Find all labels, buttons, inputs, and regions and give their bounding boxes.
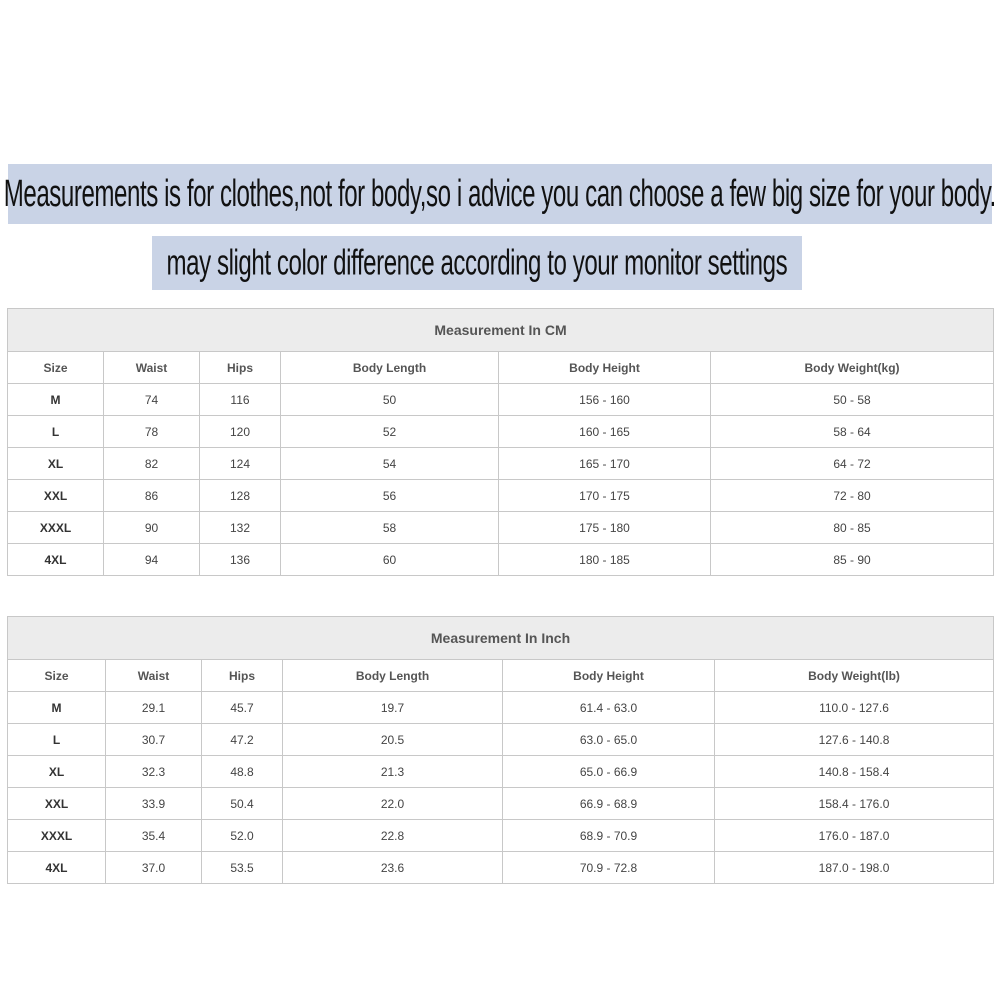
body-height-cell: 66.9 - 68.9 (503, 788, 715, 820)
hips-cell: 116 (200, 384, 281, 416)
body-weight-cell: 176.0 - 187.0 (715, 820, 994, 852)
waist-cell: 30.7 (106, 724, 202, 756)
body-height-cell: 70.9 - 72.8 (503, 852, 715, 884)
body-height-cell: 65.0 - 66.9 (503, 756, 715, 788)
body-height-cell: 61.4 - 63.0 (503, 692, 715, 724)
body-weight-cell: 64 - 72 (711, 448, 994, 480)
hips-cell: 124 (200, 448, 281, 480)
size-table-inch (7, 616, 994, 884)
table-row (8, 544, 994, 576)
body-height-cell: 160 - 165 (499, 416, 711, 448)
column-header-body-weight: Body Weight(lb) (715, 660, 994, 692)
waist-cell: 37.0 (106, 852, 202, 884)
size-cell: 4XL (8, 544, 104, 576)
color-difference-note (152, 236, 802, 290)
body-height-cell: 180 - 185 (499, 544, 711, 576)
size-cell: XL (8, 756, 106, 788)
hips-cell: 47.2 (202, 724, 283, 756)
table-title-row (8, 617, 994, 660)
table-row (8, 480, 994, 512)
body-height-cell: 175 - 180 (499, 512, 711, 544)
table-row (8, 416, 994, 448)
waist-cell: 29.1 (106, 692, 202, 724)
body-length-cell: 60 (281, 544, 499, 576)
size-cell: L (8, 724, 106, 756)
body-length-cell: 50 (281, 384, 499, 416)
table-row (8, 448, 994, 480)
hips-cell: 45.7 (202, 692, 283, 724)
body-weight-cell: 72 - 80 (711, 480, 994, 512)
hips-cell: 50.4 (202, 788, 283, 820)
size-cell: XXL (8, 788, 106, 820)
table-row (8, 820, 994, 852)
body-length-cell: 56 (281, 480, 499, 512)
waist-cell: 33.9 (106, 788, 202, 820)
size-cell: M (8, 692, 106, 724)
body-length-cell: 52 (281, 416, 499, 448)
body-weight-cell: 80 - 85 (711, 512, 994, 544)
column-header-body-weight: Body Weight(kg) (711, 352, 994, 384)
body-weight-cell: 85 - 90 (711, 544, 994, 576)
waist-cell: 35.4 (106, 820, 202, 852)
body-length-cell: 21.3 (283, 756, 503, 788)
table-row (8, 788, 994, 820)
size-cell: M (8, 384, 104, 416)
table-title: Measurement In Inch (8, 617, 994, 660)
body-height-cell: 63.0 - 65.0 (503, 724, 715, 756)
body-height-cell: 170 - 175 (499, 480, 711, 512)
waist-cell: 94 (104, 544, 200, 576)
body-length-cell: 22.0 (283, 788, 503, 820)
table-header-row (8, 660, 994, 692)
column-header-waist: Waist (106, 660, 202, 692)
size-cell: 4XL (8, 852, 106, 884)
hips-cell: 120 (200, 416, 281, 448)
hips-cell: 52.0 (202, 820, 283, 852)
body-length-cell: 22.8 (283, 820, 503, 852)
waist-cell: 78 (104, 416, 200, 448)
waist-cell: 74 (104, 384, 200, 416)
hips-cell: 136 (200, 544, 281, 576)
column-header-body-length: Body Length (281, 352, 499, 384)
body-length-cell: 19.7 (283, 692, 503, 724)
column-header-size: Size (8, 352, 104, 384)
waist-cell: 86 (104, 480, 200, 512)
size-cell: L (8, 416, 104, 448)
table-title-row (8, 309, 994, 352)
waist-cell: 32.3 (106, 756, 202, 788)
body-length-cell: 20.5 (283, 724, 503, 756)
column-header-hips: Hips (200, 352, 281, 384)
hips-cell: 128 (200, 480, 281, 512)
body-weight-cell: 50 - 58 (711, 384, 994, 416)
table-header-row (8, 352, 994, 384)
body-height-cell: 68.9 - 70.9 (503, 820, 715, 852)
size-cell: XXXL (8, 820, 106, 852)
table-title: Measurement In CM (8, 309, 994, 352)
body-length-cell: 23.6 (283, 852, 503, 884)
body-weight-cell: 158.4 - 176.0 (715, 788, 994, 820)
column-header-body-length: Body Length (283, 660, 503, 692)
size-cell: XL (8, 448, 104, 480)
column-header-hips: Hips (202, 660, 283, 692)
body-height-cell: 156 - 160 (499, 384, 711, 416)
clothes-measurement-note (3, 164, 997, 224)
body-weight-cell: 140.8 - 158.4 (715, 756, 994, 788)
body-length-cell: 54 (281, 448, 499, 480)
column-header-size: Size (8, 660, 106, 692)
hips-cell: 132 (200, 512, 281, 544)
waist-cell: 82 (104, 448, 200, 480)
waist-cell: 90 (104, 512, 200, 544)
hips-cell: 48.8 (202, 756, 283, 788)
table-row (8, 852, 994, 884)
body-weight-cell: 127.6 - 140.8 (715, 724, 994, 756)
body-weight-cell: 58 - 64 (711, 416, 994, 448)
table-row (8, 724, 994, 756)
table-row (8, 512, 994, 544)
column-header-body-height: Body Height (499, 352, 711, 384)
table-row (8, 384, 994, 416)
size-table-cm (7, 308, 994, 576)
body-height-cell: 165 - 170 (499, 448, 711, 480)
hips-cell: 53.5 (202, 852, 283, 884)
column-header-body-height: Body Height (503, 660, 715, 692)
color-difference-note-text: may slight color difference according to your monitor settings (166, 242, 788, 283)
body-weight-cell: 110.0 - 127.6 (715, 692, 994, 724)
size-cell: XXXL (8, 512, 104, 544)
column-header-waist: Waist (104, 352, 200, 384)
body-weight-cell: 187.0 - 198.0 (715, 852, 994, 884)
size-cell: XXL (8, 480, 104, 512)
table-row (8, 756, 994, 788)
body-length-cell: 58 (281, 512, 499, 544)
table-row (8, 692, 994, 724)
clothes-measurement-note-text: Measurements is for clothes,not for body,so i advice you can choose a few big size for your body. (3, 172, 997, 215)
